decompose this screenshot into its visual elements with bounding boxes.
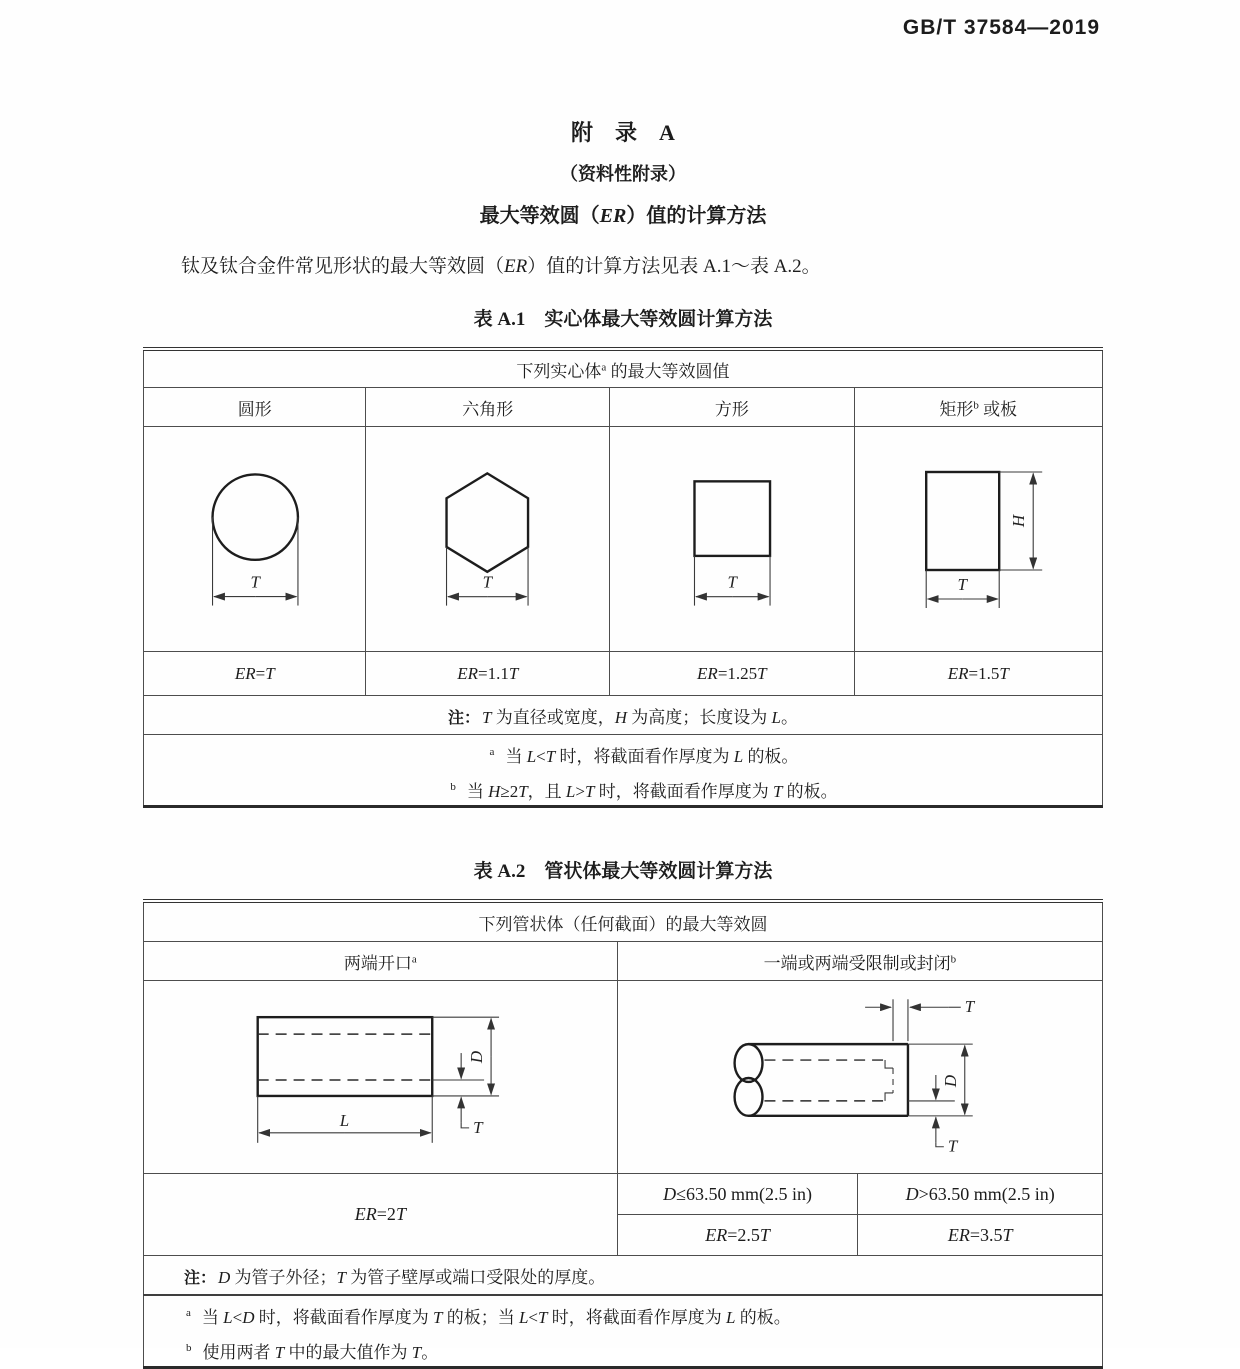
table-a2-caption: 表 A.2 管状体最大等效圆计算方法	[473, 861, 773, 882]
a2-footnotes	[144, 1295, 1103, 1368]
open-tube-t-dimension	[432, 1050, 487, 1137]
square-t-label: T	[727, 572, 738, 592]
a1-cell-hexagon-diagram	[366, 427, 610, 652]
a1-span-header-sup: a	[601, 360, 607, 373]
open-tube-d-label: D	[467, 1050, 487, 1064]
hexagon-t-label: T	[483, 572, 493, 592]
a1-formula-circle: ER=T	[144, 652, 366, 696]
open-tube-diagram	[144, 981, 617, 1173]
a2-note-text: D 为管子外径；T 为管子壁厚或端口受限处的厚度。	[218, 1267, 606, 1287]
a1-span-header-suffix: 的最大等效圆值	[606, 361, 730, 381]
square-diagram	[610, 427, 854, 651]
hexagon-diagram	[366, 427, 609, 651]
rectangle-width-dimension	[926, 570, 999, 608]
a2-cell-open-tube-diagram	[144, 981, 618, 1174]
table-a2	[143, 899, 1103, 1369]
appendix-title: 最大等效圆（ER）值的计算方法	[479, 205, 767, 227]
doc-number: GB/T 37584—2019	[902, 16, 1100, 39]
appendix-label: 附 录 A	[571, 120, 675, 145]
a1-col-header-circle: 圆形	[144, 388, 366, 427]
a1-col-header-rectangle-suffix: 或板	[978, 399, 1018, 419]
a1-cell-rectangle-diagram	[854, 427, 1102, 652]
a2-formula-open: ER=2T	[144, 1174, 618, 1256]
a1-span-header-text: 下列实心体	[516, 361, 602, 381]
rectangle-h-label: H	[1008, 514, 1028, 528]
hexagon-shape	[447, 473, 529, 571]
a2-footnote-b-marker: b	[186, 1342, 192, 1355]
a2-formula-large-d: ER=3.5T	[858, 1215, 1103, 1256]
table-a1	[143, 347, 1103, 808]
open-tube-d-dimension	[432, 1017, 499, 1096]
a2-condition-large-d: D>63.50 mm(2.5 in)	[858, 1174, 1103, 1215]
a1-col-header-square: 方形	[610, 388, 855, 427]
a2-col-header-open-text: 两端开口	[343, 953, 412, 973]
a1-footnote-b	[186, 779, 1102, 805]
a1-formula-rectangle: ER=1.5T	[854, 652, 1102, 696]
a1-col-header-rectangle-text: 矩形	[939, 399, 974, 419]
closed-tube-t-top-label: T	[964, 997, 974, 1017]
table-a1-caption: 表 A.1 实心体最大等效圆计算方法	[473, 309, 773, 330]
circle-t-label: T	[250, 572, 260, 592]
page-content	[143, 0, 1103, 1369]
open-tube-t-label: T	[473, 1117, 483, 1137]
circle-diagram	[144, 427, 365, 651]
a2-footnote-a-text: 当 L<D 时，将截面看作厚度为 T 的板；当 L<T 时，将截面看作厚度为 L 的板。	[201, 1308, 791, 1327]
a1-cell-square-diagram	[610, 427, 855, 652]
closed-tube-shape	[734, 1044, 907, 1116]
a2-col-header-closed	[617, 942, 1102, 981]
a2-col-header-open	[144, 942, 618, 981]
a2-footnote-b-text: 使用两者 T 中的最大值作为 T。	[202, 1343, 439, 1362]
a2-footnote-b	[186, 1340, 1102, 1366]
a2-condition-small-d: D≤63.50 mm(2.5 in)	[617, 1174, 858, 1215]
a2-col-header-closed-sup: b	[950, 952, 957, 965]
a1-footnotes	[144, 735, 1103, 807]
a1-note-label: 注：	[448, 709, 481, 727]
open-tube-shape	[258, 1017, 433, 1096]
circle-shape	[213, 474, 298, 559]
a2-col-header-open-sup: a	[411, 952, 417, 965]
a1-footnote-b-marker: b	[450, 781, 456, 794]
square-dimension	[695, 556, 771, 606]
a2-cell-closed-tube-diagram	[617, 981, 1102, 1174]
circle-dimension	[213, 517, 298, 605]
a1-formula-hexagon: ER=1.1T	[366, 652, 610, 696]
a1-note-text: T 为直径或宽度，H 为高度；长度设为 L。	[482, 707, 798, 727]
a1-span-header	[144, 349, 1103, 388]
a2-note-row	[144, 1256, 1103, 1296]
a1-col-header-rectangle-sup: b	[973, 398, 979, 411]
closed-tube-t-bottom-label: T	[947, 1136, 957, 1156]
a1-footnote-a-text: 当 L<T 时，将截面看作厚度为 L 的板。	[505, 747, 799, 766]
a2-footnote-a-marker: a	[186, 1307, 191, 1320]
open-tube-l-label: L	[339, 1110, 350, 1130]
a2-col-header-closed-text: 一端或两端受限制或封闭	[763, 953, 951, 973]
closed-tube-t-top-dimension	[865, 997, 976, 1041]
rectangle-diagram	[855, 427, 1102, 651]
a1-formula-square: ER=1.25T	[610, 652, 855, 696]
a2-span-header: 下列管状体（任何截面）的最大等效圆	[144, 901, 1103, 942]
a1-col-header-rectangle	[854, 388, 1102, 427]
intro-paragraph: 钛及钛合金件常见形状的最大等效圆（ER）值的计算方法见表 A.1～表 A.2。	[181, 256, 821, 277]
a1-cell-circle-diagram	[144, 427, 366, 652]
square-shape	[695, 481, 771, 556]
rectangle-height-dimension	[999, 472, 1042, 570]
open-tube-l-dimension	[258, 1096, 433, 1143]
a1-note-row	[144, 696, 1103, 735]
a1-footnote-b-text: 当 H≥2T，且 L>T 时，将截面看作厚度为 T 的板。	[466, 782, 838, 801]
rectangle-shape	[926, 472, 999, 570]
rectangle-t-label: T	[957, 575, 967, 594]
a2-note-label: 注：	[184, 1269, 217, 1287]
closed-tube-diagram	[618, 981, 1102, 1173]
a2-footnote-a	[186, 1305, 1102, 1331]
a1-col-header-hexagon: 六角形	[366, 388, 610, 427]
appendix-type: （资料性附录）	[560, 164, 686, 184]
closed-tube-d-label: D	[940, 1074, 960, 1088]
closed-tube-d-dimension	[908, 1044, 973, 1116]
a1-footnote-a	[186, 744, 1102, 770]
a1-footnote-a-marker: a	[489, 746, 495, 759]
a2-formula-small-d: ER=2.5T	[617, 1215, 858, 1256]
